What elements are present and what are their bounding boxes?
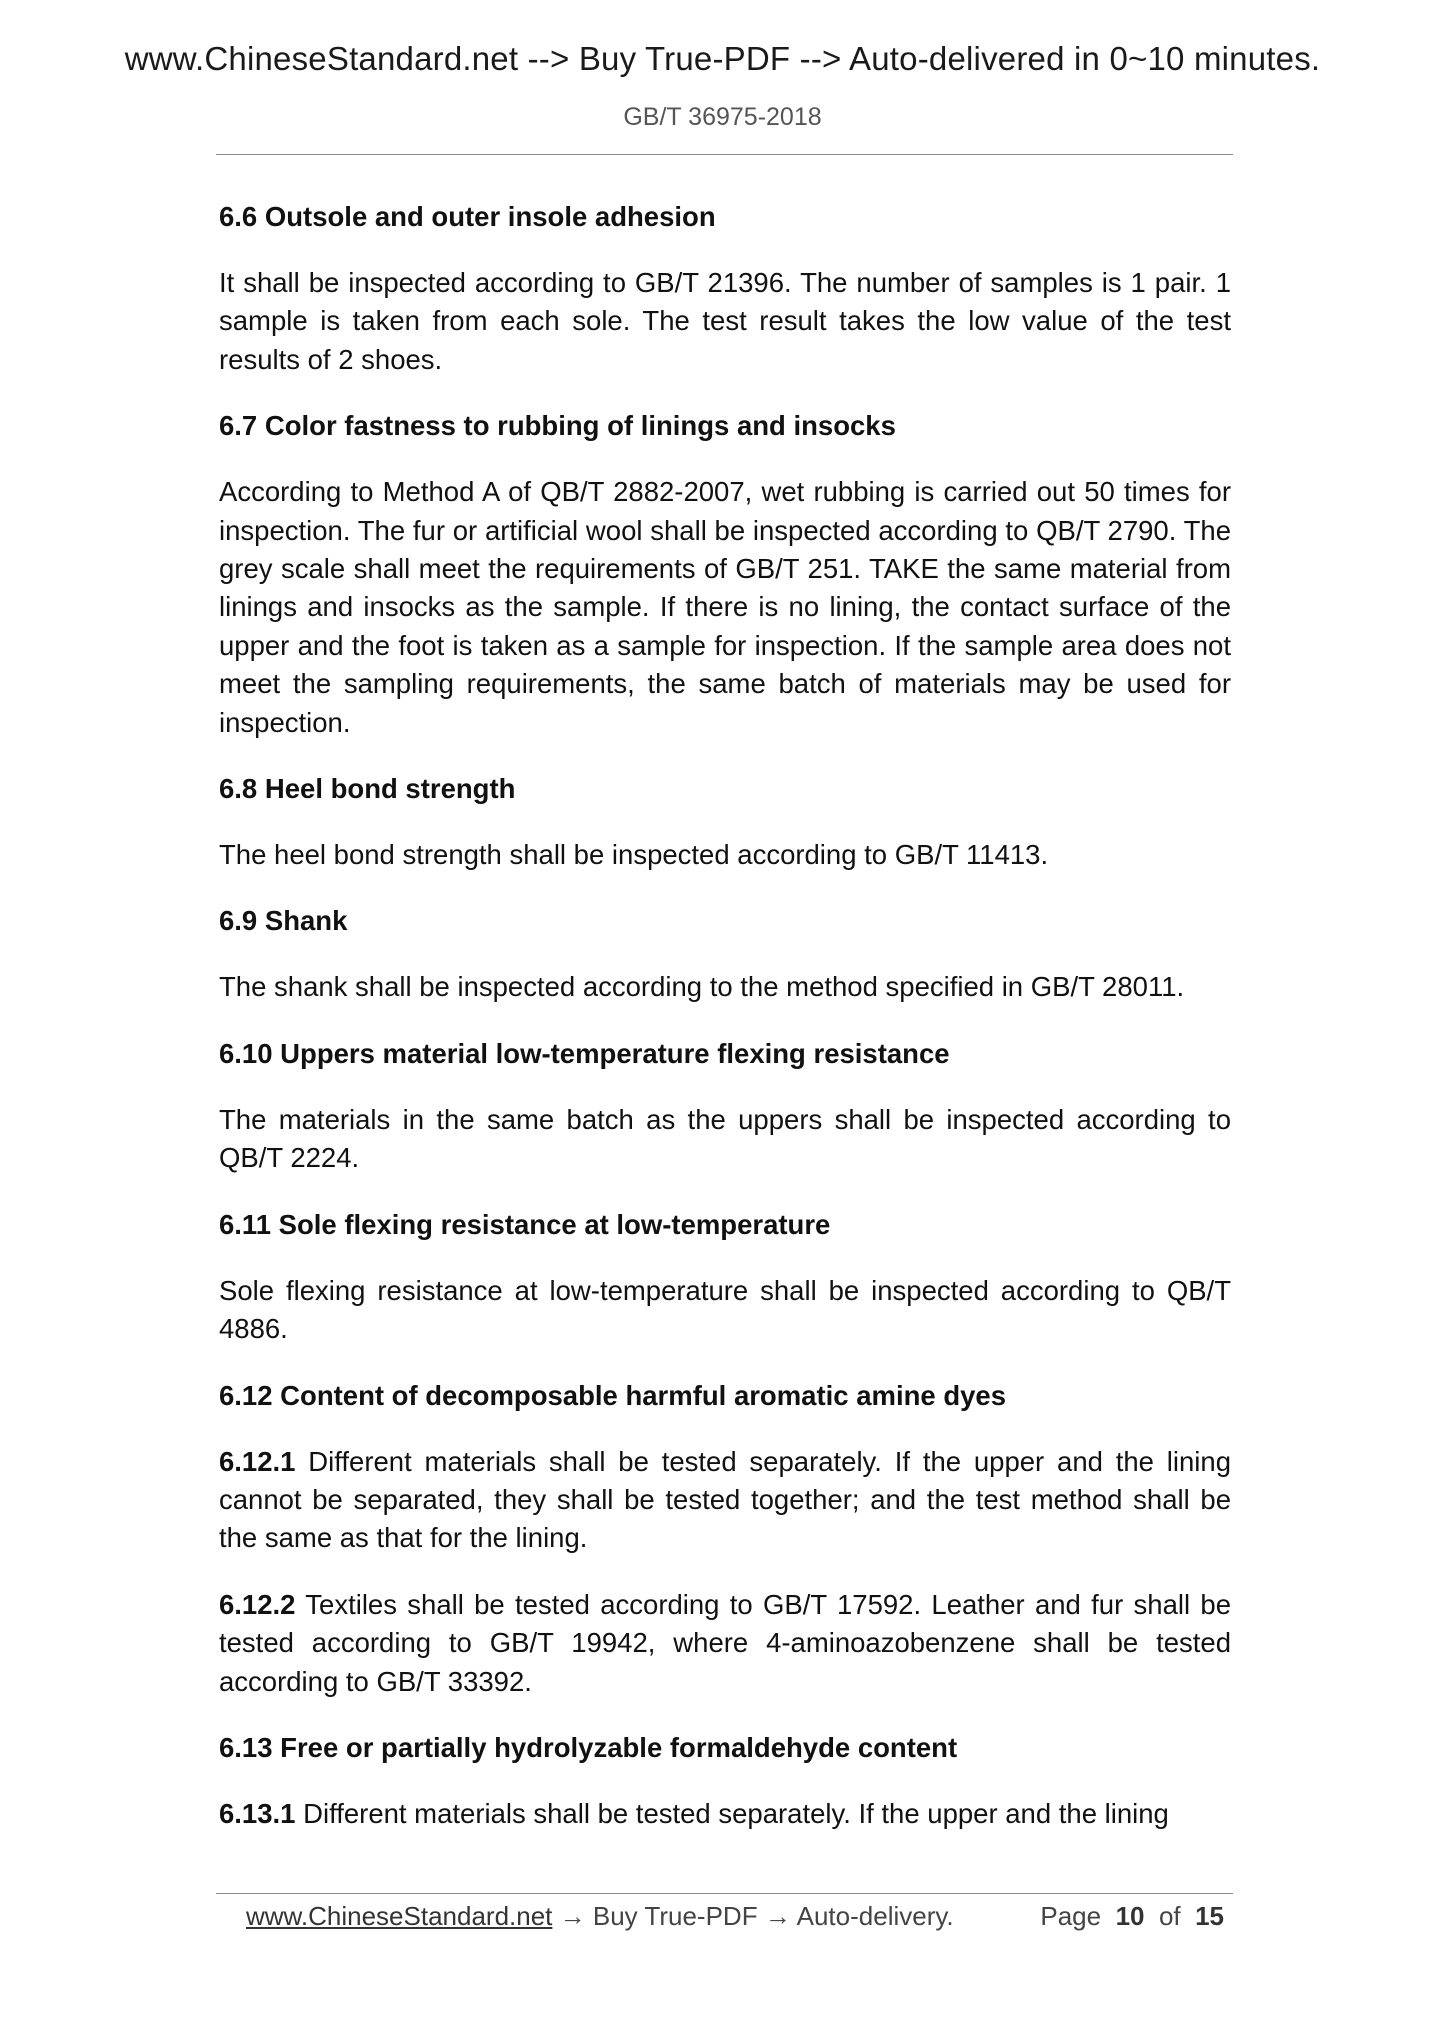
clause-text: Different materials shall be tested separately. If the upper and the lining cannot be separated, they shall be tested together; and the test method shall be the same as that for the lining. [219,1445,1231,1554]
document-body [219,198,1231,1861]
section-heading-6-11: 6.11 Sole flexing resistance at low-temperature [219,1208,831,1240]
page-indicator [1040,1896,1224,1936]
clause-text: Textiles shall be tested according to GB/T 17592. Leather and fur shall be tested according to GB/T 19942, where 4-aminoazobenzene shall be tested according to GB/T 33392. [219,1588,1231,1697]
page-footer [246,1896,1236,1936]
clause-text: Different materials shall be tested separately. If the upper and the lining [295,1797,1169,1829]
clause-6-12-2 [219,1586,1231,1701]
arrow-icon: → [764,1901,791,1931]
section-text-6-7: According to Method A of QB/T 2882-2007, wet rubbing is carried out 50 times for inspection. The fur or artificial wool shall be inspected according to QB/T 2790. The grey scale shall meet the requirements of GB/T 251. TAKE the same material from linings and insocks as the sample. If there is no lining, the contact surface of the upper and the foot is taken as a sample for inspection. If the sample area does not meet the sampling requirements, the same batch of materials may be used for inspection. [219,476,1231,738]
section-text-6-10: The materials in the same batch as the uppers shall be inspected according to QB/T 2224. [219,1103,1231,1174]
page-total: 15 [1195,1901,1224,1931]
footer-divider [216,1893,1233,1894]
section-heading-6-10: 6.10 Uppers material low-temperature flexing resistance [219,1037,950,1069]
section-heading-6-9: 6.9 Shank [219,905,348,937]
clause-number: 6.12.2 [219,1588,296,1620]
section-heading-6-7: 6.7 Color fastness to rubbing of linings and insocks [219,410,896,442]
footer-buy-text: Buy True-PDF [592,1901,758,1931]
footer-auto-text: Auto-delivery. [796,1901,954,1931]
section-text-6-11: Sole flexing resistance at low-temperature shall be inspected according to QB/T 4886. [219,1274,1231,1345]
arrow-icon: → [559,1901,586,1931]
section-heading-6-12: 6.12 Content of decomposable harmful aromatic amine dyes [219,1379,1007,1411]
section-text-6-6: It shall be inspected according to GB/T 21396. The number of samples is 1 pair. 1 sample is taken from each sole. The test result takes the low value of the test results of 2 shoes. [219,267,1231,375]
header-divider [216,154,1233,155]
clause-number: 6.13.1 [219,1797,296,1829]
section-heading-6-8: 6.8 Heel bond strength [219,773,516,805]
document-id: GB/T 36975-2018 [623,103,822,131]
section-text-6-9: The shank shall be inspected according to the method specified in GB/T 28011. [219,971,1185,1003]
page-number: 10 [1115,1901,1145,1931]
section-heading-6-6: 6.6 Outsole and outer insole adhesion [219,201,716,232]
clause-number: 6.12.1 [219,1445,296,1477]
section-heading-6-13: 6.13 Free or partially hydrolyzable formaldehyde content [219,1731,958,1763]
clause-6-13-1 [219,1795,1231,1833]
site-banner: www.ChineseStandard.net --> Buy True-PDF --> Auto-delivered in 0~10 minutes. [124,40,1321,77]
section-text-6-8: The heel bond strength shall be inspected according to GB/T 11413. [219,839,1049,871]
footer-site-link[interactable]: www.ChineseStandard.net [246,1901,553,1931]
page-label: Page [1040,1901,1102,1931]
clause-6-12-1 [219,1443,1231,1558]
of-label: of [1158,1901,1181,1931]
